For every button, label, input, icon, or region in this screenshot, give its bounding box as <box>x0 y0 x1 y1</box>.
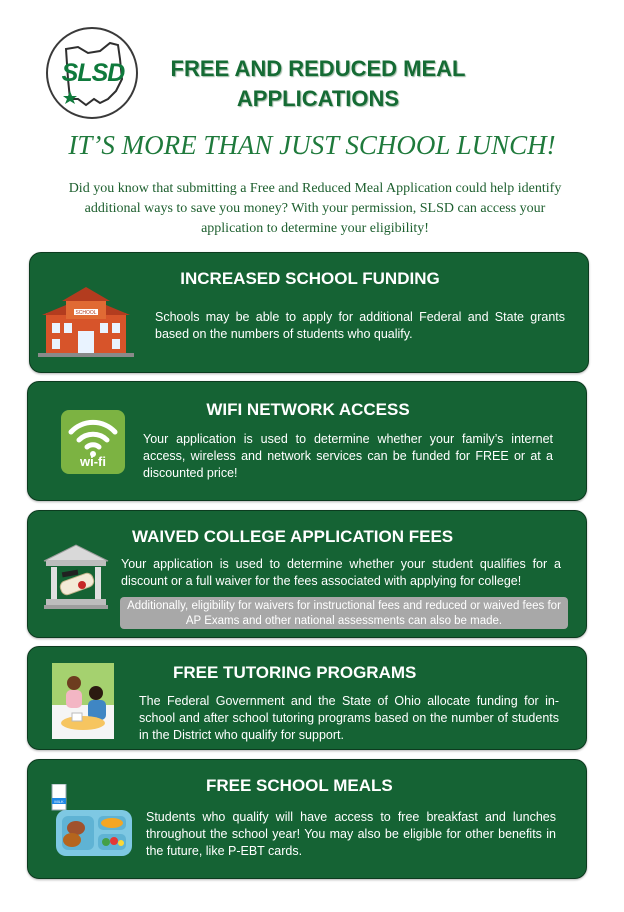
school-building-icon <box>38 285 134 357</box>
slsd-logo <box>46 27 138 119</box>
card-title: WAIVED COLLEGE APPLICATION FEES <box>132 527 454 546</box>
school-label: SCHOOL <box>75 310 97 316</box>
card-title: WIFI NETWORK ACCESS <box>206 400 410 419</box>
card-title: FREE TUTORING PROGRAMS <box>173 663 417 682</box>
card-text: Students who qualify will have access to free breakfast and lunches throughout the school year! You may also be eligible for other benefits in the future, like P-EBT cards. <box>146 810 556 858</box>
college-diploma-icon <box>40 539 112 611</box>
title-line-2: APPLICATIONS <box>236 86 400 111</box>
card-text: Your application is used to determine whether your student qualifies for a discount or a full waiver for the fees associated with applying for college! <box>121 557 561 588</box>
card-school-meals <box>27 759 587 879</box>
wifi-icon <box>61 410 125 474</box>
card-note: Additionally, eligibility for waivers for instructional fees and reduced or waived fees for AP Exams and other national assessments can also be made. <box>120 597 568 629</box>
card-wifi-access <box>27 381 587 501</box>
card-text: Your application is used to determine whether your family’s internet access, wireless and network services can be funded for FREE or at a discounted price! <box>143 432 553 480</box>
meal-tray-icon <box>50 784 134 860</box>
card-tutoring <box>27 646 587 750</box>
milk-label: MILK <box>54 799 64 804</box>
tutoring-icon <box>52 663 114 739</box>
card-text: The Federal Government and the State of Ohio allocate funding for in-school and after school tutoring programs based on the number of students in the District who qualify for support. <box>139 694 559 742</box>
card-college-fees <box>27 510 587 638</box>
logo-text: SLSD <box>61 59 125 87</box>
card-title: INCREASED SCHOOL FUNDING <box>180 269 440 288</box>
title-line-1: FREE AND REDUCED MEAL <box>170 56 466 81</box>
wifi-label: wi-fi <box>80 454 106 469</box>
card-text: Schools may be able to apply for additional Federal and State grants based on the numbers of students who qualify. <box>155 310 565 341</box>
tagline: IT’S MORE THAN JUST SCHOOL LUNCH! <box>68 130 556 160</box>
card-title: FREE SCHOOL MEALS <box>206 776 393 795</box>
intro-paragraph: Did you know that submitting a Free and Reduced Meal Application could help identify additional ways to save you money? With your permission, SLSD can access your application to determine your eligibility! <box>68 181 562 236</box>
card-school-funding <box>29 252 589 373</box>
page-title <box>150 54 486 114</box>
